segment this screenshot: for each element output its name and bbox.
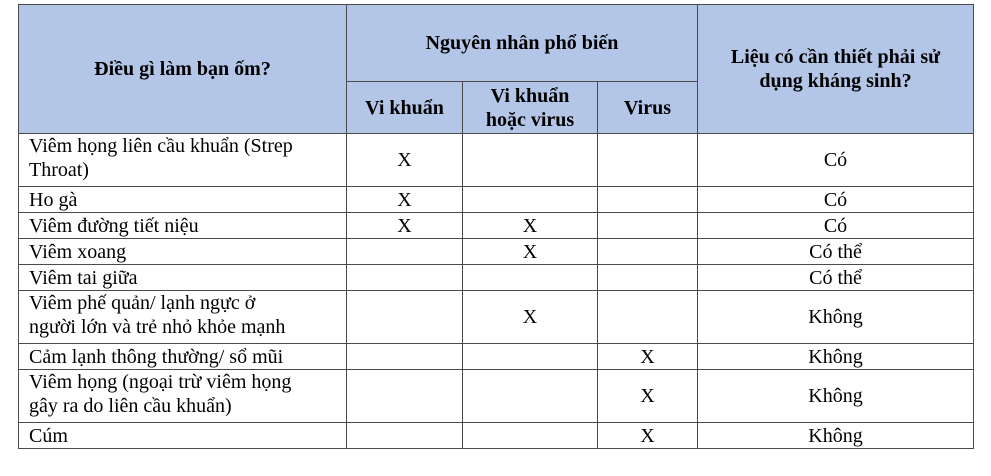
antibiotics-need: Có xyxy=(698,134,974,187)
illness-cell xyxy=(19,291,347,344)
either-mark xyxy=(463,265,598,291)
antibiotics-table xyxy=(18,4,974,449)
table-header xyxy=(19,5,974,134)
either-mark xyxy=(463,134,598,187)
bacteria-mark: X xyxy=(347,134,463,187)
bacteria-mark xyxy=(347,423,463,449)
antibiotics-need: Có thể xyxy=(698,265,974,291)
header-bacteria-or-virus-line2: hoặc virus xyxy=(485,108,575,131)
virus-mark xyxy=(598,239,698,265)
header-question xyxy=(19,5,347,134)
table-row xyxy=(19,213,974,239)
illness-line2: Throat) xyxy=(29,159,89,181)
illness-cell xyxy=(19,370,347,423)
table-container xyxy=(18,4,974,449)
table-row xyxy=(19,291,974,344)
header-antibiotics xyxy=(698,5,974,134)
virus-mark xyxy=(598,265,698,291)
table-row xyxy=(19,265,974,291)
antibiotics-need: Có xyxy=(698,187,974,213)
either-mark: X xyxy=(463,291,598,344)
header-bacteria-text: Vi khuẩn xyxy=(365,96,444,119)
either-mark xyxy=(463,370,598,423)
header-causes-group xyxy=(347,5,698,82)
virus-mark: X xyxy=(598,423,698,449)
antibiotics-need: Có thể xyxy=(698,239,974,265)
either-mark xyxy=(463,344,598,370)
illness-cell: Cúm xyxy=(19,423,347,449)
antibiotics-need: Không xyxy=(698,291,974,344)
header-virus xyxy=(598,82,698,134)
illness-line1: Viêm họng liên cầu khuẩn (Strep xyxy=(29,135,293,157)
illness-line1: Viêm họng (ngoại trừ viêm họng xyxy=(29,371,292,393)
header-antibiotics-line1: Liệu có cần thiết phải sử xyxy=(730,46,941,68)
header-antibiotics-line2: dụng kháng sinh? xyxy=(759,70,912,92)
header-bacteria-or-virus xyxy=(463,82,598,134)
header-question-text: Điều gì làm bạn ốm? xyxy=(94,58,271,80)
table-row xyxy=(19,134,974,187)
either-mark: X xyxy=(463,213,598,239)
bacteria-mark xyxy=(347,344,463,370)
bacteria-mark: X xyxy=(347,213,463,239)
table-row xyxy=(19,370,974,423)
bacteria-mark xyxy=(347,370,463,423)
illness-cell: Viêm tai giữa xyxy=(19,265,347,291)
header-bacteria xyxy=(347,82,463,134)
illness-cell: Cảm lạnh thông thường/ sổ mũi xyxy=(19,344,347,370)
virus-mark xyxy=(598,187,698,213)
header-causes-text: Nguyên nhân phổ biến xyxy=(425,32,619,54)
antibiotics-need: Không xyxy=(698,344,974,370)
table-row xyxy=(19,239,974,265)
either-mark xyxy=(463,423,598,449)
virus-mark xyxy=(598,134,698,187)
table-row xyxy=(19,423,974,449)
header-bacteria-or-virus-line1: Vi khuẩn xyxy=(490,84,570,107)
illness-line2: gây ra do liên cầu khuẩn) xyxy=(29,395,232,417)
virus-mark xyxy=(598,213,698,239)
virus-mark: X xyxy=(598,344,698,370)
antibiotics-need: Có xyxy=(698,213,974,239)
illness-line1: Viêm phế quản/ lạnh ngực ở xyxy=(29,292,256,314)
illness-cell xyxy=(19,134,347,187)
table-row xyxy=(19,187,974,213)
antibiotics-need: Không xyxy=(698,423,974,449)
bacteria-mark xyxy=(347,291,463,344)
bacteria-mark xyxy=(347,265,463,291)
illness-cell: Viêm xoang xyxy=(19,239,347,265)
virus-mark xyxy=(598,291,698,344)
antibiotics-need: Không xyxy=(698,370,974,423)
illness-cell: Ho gà xyxy=(19,187,347,213)
illness-line2: người lớn và trẻ nhỏ khỏe mạnh xyxy=(29,316,286,338)
bacteria-mark xyxy=(347,239,463,265)
illness-cell: Viêm đường tiết niệu xyxy=(19,213,347,239)
table-row xyxy=(19,344,974,370)
table-body xyxy=(19,134,974,449)
virus-mark: X xyxy=(598,370,698,423)
header-virus-text: Virus xyxy=(623,96,672,119)
either-mark xyxy=(463,187,598,213)
either-mark: X xyxy=(463,239,598,265)
bacteria-mark: X xyxy=(347,187,463,213)
